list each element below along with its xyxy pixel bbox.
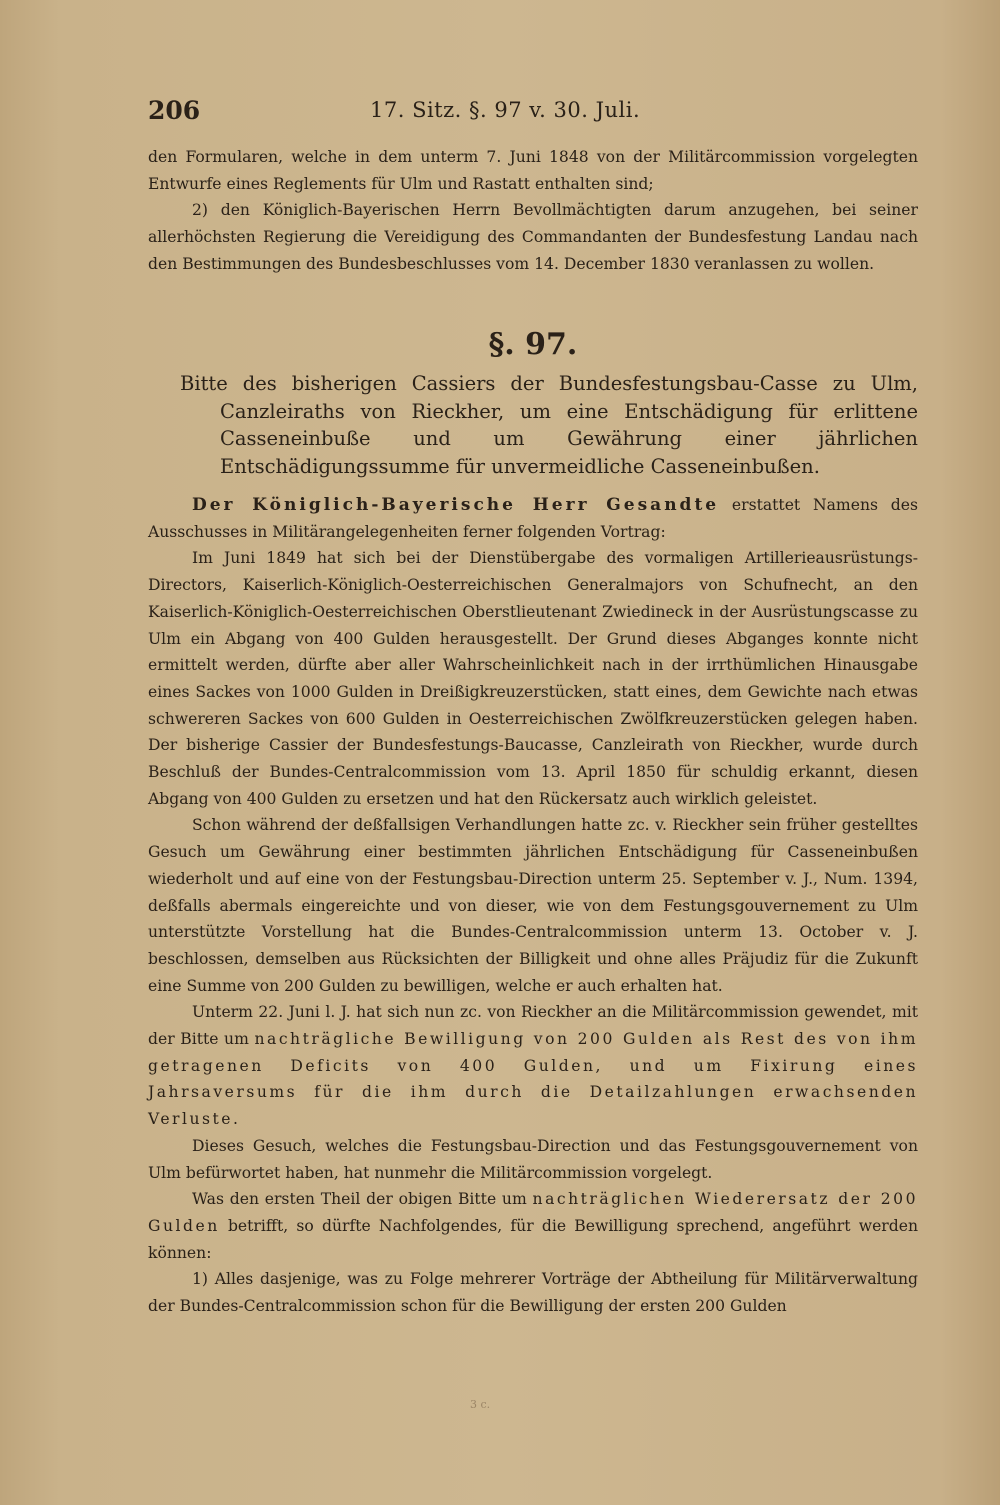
- opening-rest: erstattet Namens des Ausschusses in Militärangelegenheiten ferner folgenden Vortrag:: [148, 496, 918, 541]
- intro-paragraph-1: den Formularen, welche in dem unterm 7. Juni 1848 von der Militärcommission vorgelegten Entwurfe eines Reglements für Ulm und Rastatt enthalten sind;: [148, 148, 918, 193]
- body-paragraph-6: 1) Alles dasjenige, was zu Folge mehrerer Vorträge der Abtheilung für Militärverwaltung der Bundes-Centralcommission schon für die Bewilligung der ersten 200 Gulden: [148, 1270, 918, 1316]
- body-paragraph-5: [148, 1186, 918, 1266]
- section-heading: [180, 370, 918, 480]
- footer-mark: 3 c.: [470, 1398, 491, 1411]
- body-paragraph-5-end: betrifft, so dürfte Nachfolgendes, für die Bewilligung sprechend, angeführt werden können:: [148, 1216, 918, 1262]
- body-paragraph-5-start: Was den ersten Theil der obigen Bitte um: [192, 1190, 533, 1209]
- section-heading-text: Bitte des bisherigen Cassiers der Bundesfestungsbau-Casse zu Ulm, Canzleiraths von Rieckher, um eine Entschädigung für erlittene Casseneinbuße und um Gewährung einer jährlichen Entschädigungssumme für unvermeidliche Casseneinbußen.: [180, 372, 918, 478]
- body-paragraph-4: Dieses Gesuch, welches die Festungsbau-Direction und das Festungsgouvernement von Ulm befürwortet haben, hat nunmehr die Militärcommission vorgelegt.: [148, 1136, 918, 1182]
- page-number: 206: [148, 96, 201, 125]
- page-header: [148, 96, 918, 132]
- running-head: 17. Sitz. §. 97 v. 30. Juli.: [370, 98, 641, 122]
- body-paragraph-3-emphasis: nachträgliche Bewilligung von 200 Gulden als Rest des von ihm getragenen Deficits von 400 Gulden, und um Fixirung eines Jahrsaversums für die ihm durch die Detailzahlungen erwachsenden Verluste.: [148, 1030, 918, 1129]
- body-paragraph-2: Schon während der deßfallsigen Verhandlungen hatte zc. v. Rieckher sein früher gestelltes Gesuch um Gewährung einer bestimmten jährlichen Entschädigung für Casseneinbußen wiederholt und auf eine von der Festungsbau-Direction unterm 25. September v. J., Num. 1394, deßfalls abermals eingereichte und von dieser, wie von dem Festungsgouvernement zu Ulm unterstützte Vorstellung hat die Bundes-Centralcommission unterm 13. October v. J. beschlossen, demselben aus Rücksichten der Billigkeit und ohne alles Präjudiz für die Zukunft eine Summe von 200 Gulden zu bewilligen, welche er auch erhalten hat.: [148, 816, 918, 995]
- section-number: §. 97.: [488, 327, 578, 362]
- body-text: [148, 492, 918, 1320]
- body-paragraph-3: [148, 999, 918, 1133]
- body-paragraph-1: Im Juni 1849 hat sich bei der Dienstübergabe des vormaligen Artillerieausrüstungs-Directors, Kaiserlich-Königlich-Oesterreichischen Generalmajors von Schufnecht, an den Kaiserlich-Königlich-Oesterreichischen Oberstlieutenant Zwiedineck in der Ausrüstungscasse zu Ulm ein Abgang von 400 Gulden herausgestellt. Der Grund dieses Abganges konnte nicht ermittelt werden, dürfte aber aller Wahrscheinlichkeit nach in der irrthümlichen Hinausgabe eines Sackes von 1000 Gulden in Dreißigkreuzerstücken, statt eines, dem Gewichte nach etwas schwereren Sackes von 600 Gulden in Oesterreichischen Zwölfkreuzerstücken gelegen haben. Der bisherige Cassier der Bundesfestungs-Baucasse, Canzleirath von Rieckher, wurde durch Beschluß der Bundes-Centralcommission vom 13. April 1850 für schuldig erkannt, diesen Abgang von 400 Gulden zu ersetzen und hat den Rückersatz auch wirklich geleistet.: [148, 549, 918, 808]
- intro-text: [148, 144, 918, 278]
- opening-speaker: Der Königlich-Bayerische Herr Gesandte: [192, 495, 720, 515]
- opening-paragraph: [148, 492, 918, 545]
- body-paragraph-5-emphasis: nachträglichen Wiederersatz der 200 Gulden: [148, 1190, 918, 1235]
- intro-paragraph-2: 2) den Königlich-Bayerischen Herrn Bevollmächtigten darum anzugehen, bei seiner allerhöchsten Regierung die Vereidigung des Commandanten der Bundesfestung Landau nach den Bestimmungen des Bundesbeschlusses vom 14. December 1830 veranlassen zu wollen.: [148, 201, 918, 273]
- body-paragraph-3-start: Unterm 22. Juni l. J. hat sich nun zc. von Rieckher an die Militärcommission gewendet, mit der Bitte um: [148, 1003, 918, 1049]
